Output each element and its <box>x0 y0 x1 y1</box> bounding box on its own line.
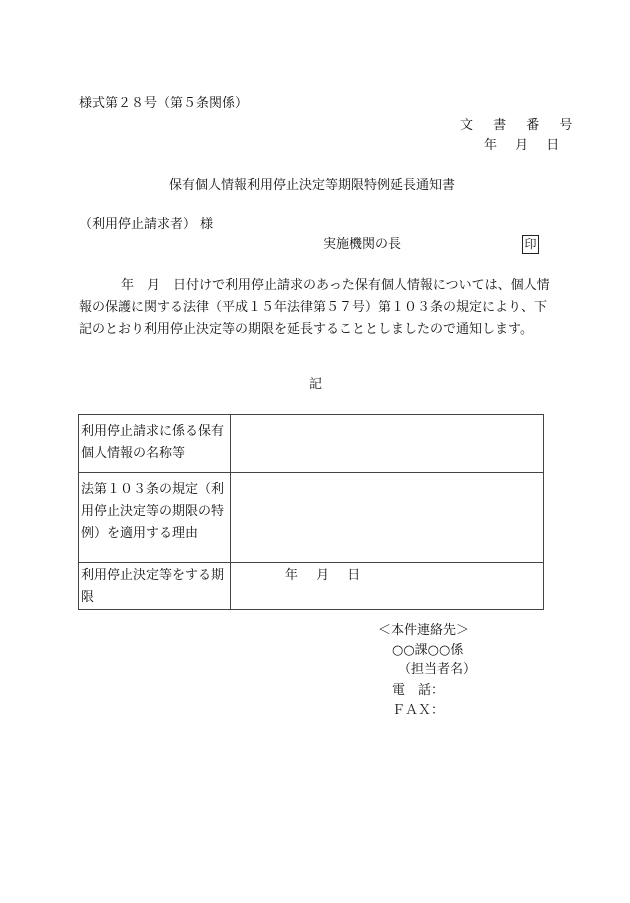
deadline-date: 年 月 日 <box>285 568 368 583</box>
seal-stamp: 印 <box>522 235 539 254</box>
info-table <box>78 414 544 610</box>
table-row <box>79 563 544 610</box>
contact-person: （担当者名） <box>398 662 477 677</box>
document-number-label: 文 書 番 号 <box>460 118 581 133</box>
row-label-info-name: 利用停止請求に係る保有個人情報の名称等 <box>79 415 231 473</box>
row-label-reason: 法第１０３条の規定（利用停止決定等の期限の特例）を適用する理由 <box>79 473 231 563</box>
row-value-deadline <box>231 563 544 610</box>
contact-department: ○○課○○係 <box>392 643 464 658</box>
notice-body: 年 月 日付けで利用停止請求のあった保有個人情報については、個人情報の保護に関する法律（平成１５年法律第５７号）第１０３条の規定により、下記のとおり利用停止決定等の期限を延長することとしましたので通知します。 <box>79 278 550 337</box>
form-number: 様式第２８号（第５条関係） <box>79 96 249 111</box>
contact-header: ＜本件連絡先＞ <box>378 623 470 638</box>
document-title: 保有個人情報利用停止決定等期限特例延長通知書 <box>169 178 456 193</box>
document-date-label: 年 月 日 <box>484 138 567 153</box>
row-value-info-name <box>231 415 544 473</box>
ki-heading: 記 <box>309 377 323 392</box>
row-label-deadline: 利用停止決定等をする期限 <box>79 563 231 610</box>
table-row <box>79 415 544 473</box>
row-value-reason <box>231 473 544 563</box>
contact-phone: 電 話： <box>392 683 445 698</box>
sender: 実施機関の長 <box>323 237 402 252</box>
table-row <box>79 473 544 563</box>
contact-fax: ＦＡＸ： <box>392 703 445 718</box>
addressee: （利用停止請求者） 様 <box>79 217 214 232</box>
